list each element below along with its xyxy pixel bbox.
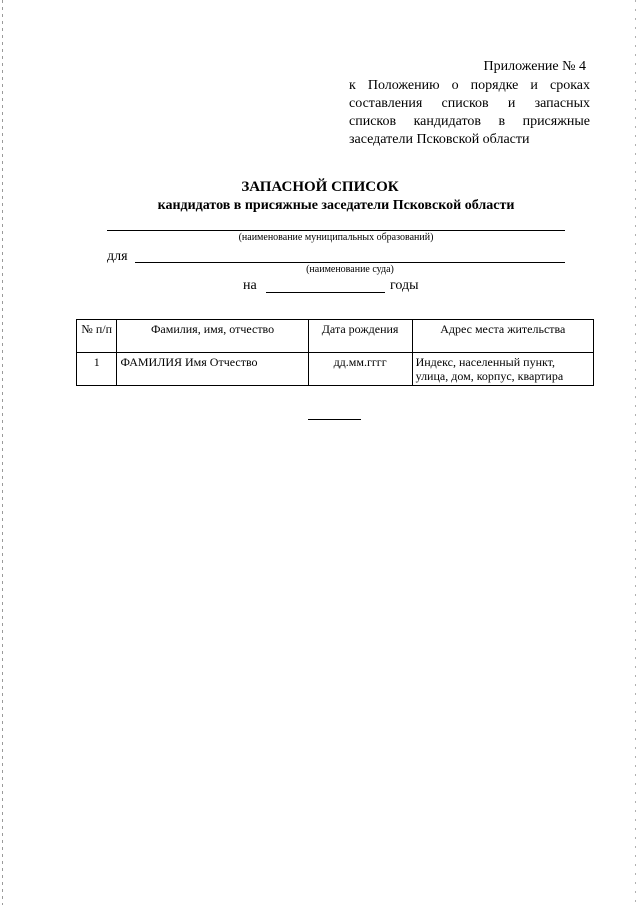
header-number: № п/п bbox=[77, 320, 117, 353]
appendix-number: Приложение № 4 bbox=[483, 59, 586, 74]
end-divider bbox=[308, 419, 361, 420]
table-header-row bbox=[77, 320, 594, 353]
scan-edge-left bbox=[2, 0, 3, 905]
for-label: для bbox=[107, 249, 128, 264]
document-title: ЗАПАСНОЙ СПИСОК bbox=[241, 179, 399, 195]
cell-birth-date: дд.мм.гггг bbox=[308, 353, 412, 386]
appendix-block bbox=[349, 58, 590, 149]
table-row bbox=[77, 353, 594, 386]
header-address: Адрес места жительства bbox=[412, 320, 593, 353]
document-subtitle: кандидатов в присяжные заседатели Псковской области bbox=[157, 198, 515, 213]
cell-full-name: ФАМИЛИЯ Имя Отчество bbox=[117, 353, 308, 386]
on-label: на bbox=[243, 278, 257, 293]
cell-address: Индекс, населенный пункт, улица, дом, корпус, квартира bbox=[412, 353, 593, 386]
cell-number: 1 bbox=[77, 353, 117, 386]
years-fill-line bbox=[266, 292, 385, 293]
scan-edge-right bbox=[635, 0, 636, 905]
court-caption: (наименование суда) bbox=[306, 264, 394, 275]
municipality-caption: (наименование муниципальных образований) bbox=[238, 232, 434, 243]
court-fill-line bbox=[135, 262, 565, 263]
years-label: годы bbox=[390, 278, 419, 293]
header-full-name: Фамилия, имя, отчество bbox=[117, 320, 308, 353]
appendix-description: к Положению о порядке и сроках составления списков и запасных списков кандидатов в присяжные заседатели Псковской области bbox=[349, 78, 590, 147]
candidates-table bbox=[76, 319, 594, 386]
header-birth-date: Дата рождения bbox=[308, 320, 412, 353]
municipality-fill-line bbox=[107, 230, 565, 231]
